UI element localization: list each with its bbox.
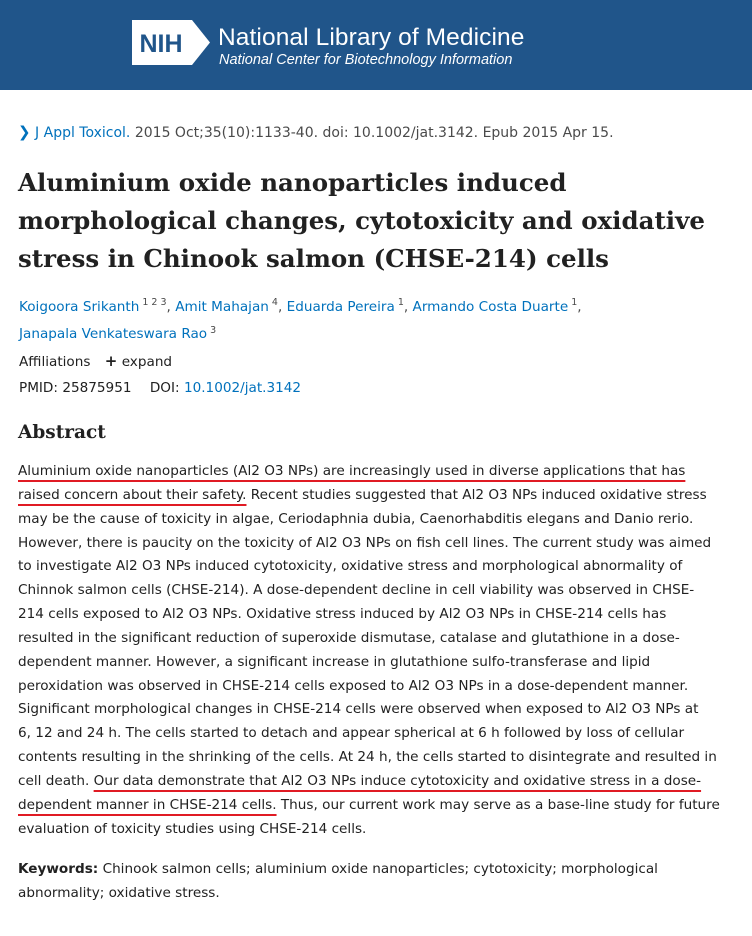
abstract-line [18,484,738,508]
author-line [19,319,739,347]
author-item [175,299,282,315]
highlighted-text: Our data demonstrate that Al2 O3 NPs induce cytotoxicity and oxidative stress in a dose- [93,772,702,789]
author-separator: , [577,298,582,315]
abstract-line: However, there is paucity on the toxicity of Al2 O3 NPs on fish cell lines. The current study was aimed [18,534,712,551]
citation-details: 2015 Oct;35(10):1133-40. doi: 10.1002/jat.3142. Epub 2015 Apr 15. [134,125,614,141]
affiliation-sup[interactable]: 1 2 3 [142,297,167,308]
article-title-line: stress in Chinook salmon (CHSE-214) cells [18,244,609,273]
highlighted-text: Aluminium oxide nanoparticles (Al2 O3 NPs) are increasingly used in diverse applications that has [18,463,686,479]
abstract-line: may be the cause of toxicity in algae, Ceriodaphnia dubia, Caenorhabditis elegans and Danio rerio. [18,510,694,527]
author-line [19,291,739,319]
nlm-subtitle: National Center for Biotechnology Information [219,52,513,68]
abstract-body [18,460,738,842]
abstract-line [18,460,738,484]
affiliation-sup[interactable]: 1 [571,297,578,308]
nih-logo[interactable] [132,20,210,65]
abstract-heading: Abstract [18,422,106,443]
abstract-line: Chinnok salmon cells (CHSE-214). A dose-dependent decline in cell viability was observed in CHSE- [18,582,695,599]
author-item [413,299,582,315]
abstract-text-run: Recent studies suggested that Al2 O3 NPs induced oxidative stress [246,486,707,503]
affiliation-sup[interactable]: 3 [210,324,217,336]
nih-logo-icon [132,20,210,65]
abstract-line: 214 cells exposed to Al2 O3 NPs. Oxidative stress induced by Al2 O3 NPs in CHSE-214 cells has [18,606,667,623]
site-header [0,0,752,90]
doi-label: DOI: [149,380,180,396]
abstract-line: Significant morphological changes in CHSE-214 cells were observed when exposed to Al2 O3 NPs at [18,701,699,718]
plus-icon: + [104,352,118,370]
author-item [19,326,216,342]
abstract-line: contents resulting in the shrinking of the cells. At 24 h, the cells started to disintegrate and resulted in [18,749,717,766]
affiliations-label: Affiliations [19,354,91,370]
abstract-line: evaluation of toxicity studies using CHSE-214 cells. [18,820,367,837]
abstract-line [18,794,738,818]
author-link[interactable]: Koigoora Srikanth [19,298,140,315]
author-list [19,291,739,346]
keywords-text: Chinook salmon cells; aluminium oxide nanoparticles; cytotoxicity; morphological [98,861,658,877]
journal-link[interactable]: J Appl Toxicol. [35,125,131,141]
abstract-line: peroxidation was observed in CHSE-214 cells exposed to Al2 O3 NPs in a dose-dependent manner. [18,677,689,694]
keywords-line [18,857,738,881]
affiliation-sup[interactable]: 4 [271,297,278,308]
nlm-title[interactable]: National Library of Medicine [218,24,525,51]
abstract-line: dependent manner. However, a significant increase in glutathione sulfo-transferase and lipid [18,653,651,670]
abstract-text-run: cell death. [18,772,94,789]
citation-line [18,123,614,141]
article-title-line: morphological changes, cytotoxicity and oxidative [18,206,705,235]
keywords-label: Keywords: [18,861,99,877]
author-link[interactable]: Janapala Venkateswara Rao [19,326,208,343]
keywords [18,857,738,905]
doi-link[interactable]: 10.1002/jat.3142 [183,380,302,396]
pmid-value: 25875951 [62,380,132,396]
nih-logo-text: NIH [139,30,183,58]
author-separator: , [277,298,283,315]
abstract-line: to investigate Al2 O3 NPs induced cytotoxicity, oxidative stress and morphological abnormality of [18,558,683,575]
highlighted-text: raised concern about their safety. [18,486,247,503]
affiliations-toggle[interactable] [19,352,172,370]
abstract-line [18,770,738,794]
author-item [19,299,171,315]
affiliation-sup[interactable]: 1 [397,297,404,308]
abstract-text-run: Thus, our current work may serve as a base-line study for future [276,796,720,813]
author-separator: , [166,298,171,315]
highlighted-text: dependent manner in CHSE-214 cells. [18,796,277,813]
article-identifiers [19,380,301,396]
author-link[interactable]: Amit Mahajan [175,298,269,315]
expand-label: expand [121,354,173,370]
author-link[interactable]: Armando Costa Duarte [412,298,569,315]
author-item [287,299,409,315]
article-title [18,164,738,278]
pmid-label: PMID: [19,380,58,396]
abstract-line: resulted in the significant reduction of superoxide dismutase, catalase and glutathione in a dose- [18,629,680,646]
article-title-line: Aluminium oxide nanoparticles induced [18,168,567,197]
keywords-line: abnormality; oxidative stress. [18,885,220,901]
chevron-right-icon: ❯ [18,123,31,141]
author-separator: , [403,298,409,315]
abstract-line: 6, 12 and 24 h. The cells started to detach and appear spherical at 6 h followed by loss of cellular [18,725,685,742]
author-link[interactable]: Eduarda Pereira [286,298,395,315]
